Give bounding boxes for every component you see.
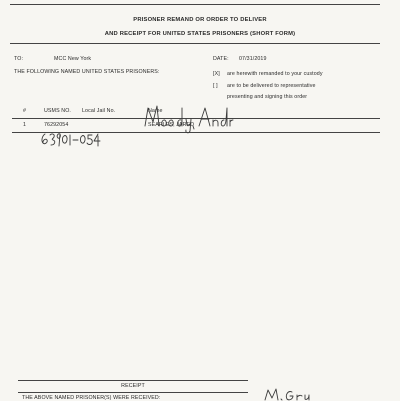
option-remand-mark: [X] bbox=[213, 71, 220, 77]
handwritten-name bbox=[142, 96, 234, 138]
header-rule bbox=[10, 43, 380, 44]
option-deliver-text: are to be delivered to representative bbox=[227, 83, 316, 89]
col-header-jail: Local Jail No. bbox=[82, 108, 116, 114]
col-header-usms: USMS NO. bbox=[44, 108, 71, 114]
receipt-rule-bottom bbox=[18, 392, 248, 393]
top-rule bbox=[10, 4, 380, 5]
receipt-line: THE ABOVE NAMED PRISONER(S) WERE RECEIVED: bbox=[22, 395, 161, 401]
col-header-number: # bbox=[23, 108, 27, 114]
date-value: 07/31/2019 bbox=[239, 56, 267, 62]
option-deliver-mark: [ ] bbox=[213, 83, 218, 89]
col-header-name: Name bbox=[148, 108, 163, 114]
receipt-rule-top bbox=[18, 380, 248, 381]
form-title-line2: AND RECEIPT FOR UNITED STATES PRISONERS (SHORT FORM) bbox=[104, 31, 296, 37]
row-usms-no: 76292054 bbox=[44, 122, 69, 128]
handwritten-signature bbox=[262, 388, 312, 400]
form-title-line1: PRISONER REMAND OR ORDER TO DELIVER bbox=[133, 17, 267, 23]
prisoners-line: THE FOLLOWING NAMED UNITED STATES PRISONERS: bbox=[14, 69, 160, 75]
option-remand-text: are herewith remanded to your custody bbox=[227, 71, 323, 77]
handwritten-register-number bbox=[40, 128, 102, 148]
to-value: MCC New York bbox=[54, 56, 92, 62]
to-label: TO: bbox=[14, 56, 24, 62]
receipt-title: RECEIPT bbox=[121, 383, 145, 389]
option-deliver-text-cont: presenting and signing this order bbox=[227, 94, 308, 100]
row-name: SEARLES, JARED bbox=[148, 122, 195, 128]
date-label: DATE: bbox=[213, 56, 229, 62]
row-number: 1 bbox=[23, 122, 27, 128]
